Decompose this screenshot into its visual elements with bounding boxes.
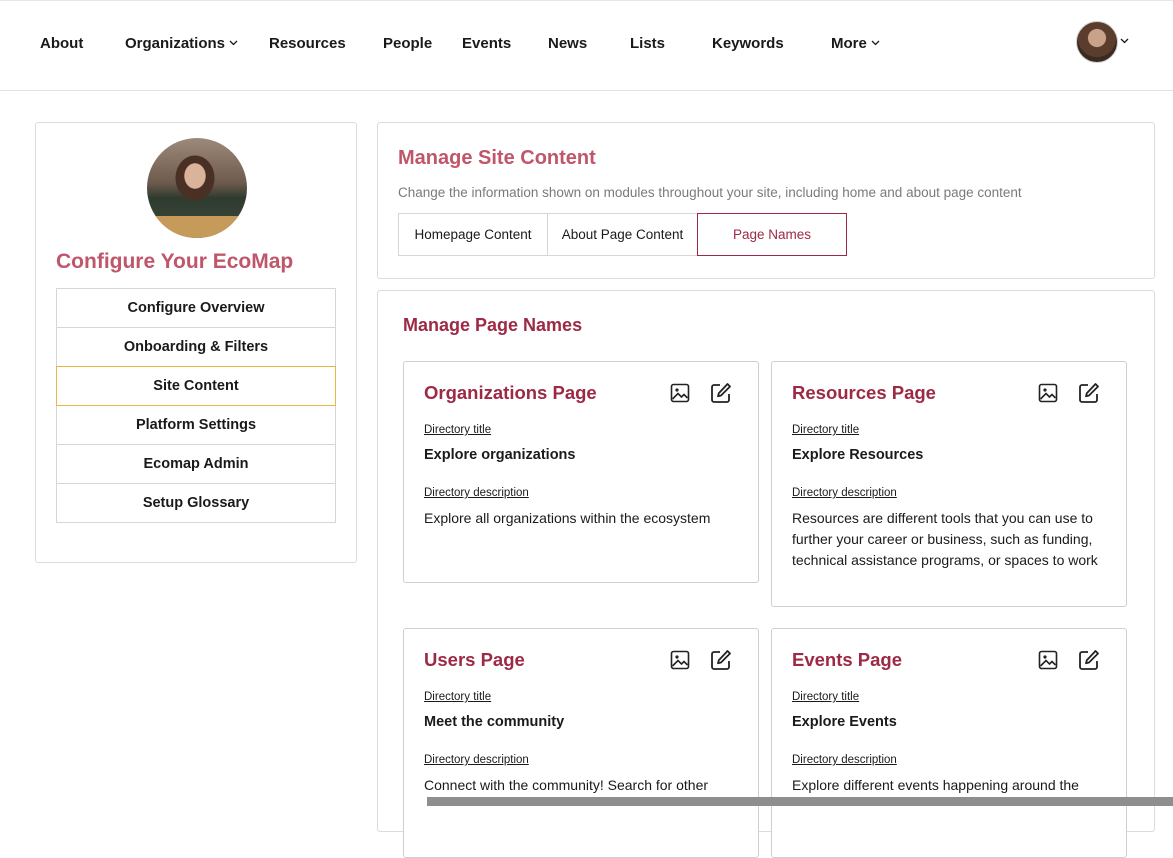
nav-news[interactable]: News — [548, 35, 588, 52]
page-card-title: Events Page — [792, 649, 903, 670]
site-content-subtitle: Change the information shown on modules throughout your site, including home and about page content — [398, 185, 1022, 200]
system-menu-bar — [427, 797, 1173, 806]
sidebar-title: Configure Your EcoMap — [56, 250, 294, 273]
directory-title-value: Explore organizations — [424, 447, 576, 463]
nav-more[interactable] — [831, 35, 880, 52]
directory-title-value: Meet the community — [424, 714, 565, 730]
site-content-card — [377, 122, 1155, 279]
nav-lists[interactable]: Lists — [630, 35, 666, 52]
nav-people[interactable]: People — [383, 35, 433, 52]
image-icon[interactable] — [1038, 650, 1058, 670]
site-content-title: Manage Site Content — [398, 147, 596, 169]
directory-description-value: Resources are different tools that you can use to further your career or business, such as funding, technical assistance programs, or spaces to work — [792, 510, 1098, 568]
nav-keywords[interactable]: Keywords — [712, 35, 784, 52]
nav-more-label: More — [831, 35, 867, 52]
nav-events[interactable]: Events — [462, 35, 512, 52]
content-tabs — [398, 213, 847, 256]
edit-icon[interactable] — [710, 382, 732, 404]
page-names-title: Manage Page Names — [403, 315, 583, 335]
directory-description-label: Directory description — [424, 487, 529, 499]
directory-title-label: Directory title — [792, 424, 860, 436]
edit-icon[interactable] — [1078, 382, 1100, 404]
sidebar-menu — [56, 288, 336, 523]
page-card-title: Organizations Page — [424, 382, 597, 403]
sidebar-item-onboarding-filters[interactable]: Onboarding & Filters — [56, 327, 336, 367]
profile-photo — [147, 138, 247, 238]
tab-page-names[interactable]: Page Names — [697, 213, 847, 256]
sidebar-item-ecomap-admin[interactable]: Ecomap Admin — [56, 444, 336, 484]
page-card-users — [403, 628, 759, 858]
directory-title-label: Directory title — [424, 424, 492, 436]
page-card-title: Users Page — [424, 649, 525, 670]
sidebar-item-site-content[interactable]: Site Content — [56, 366, 336, 406]
configure-sidebar — [35, 122, 357, 563]
directory-description-value: Explore different events happening around the — [792, 777, 1079, 793]
image-icon[interactable] — [670, 650, 690, 670]
page-card-resources — [771, 361, 1127, 607]
sidebar-item-setup-glossary[interactable]: Setup Glossary — [56, 483, 336, 523]
page-card-events — [771, 628, 1127, 858]
directory-description-label: Directory description — [792, 487, 897, 499]
nav-organizations-label: Organizations — [125, 35, 226, 52]
sidebar-item-platform-settings[interactable]: Platform Settings — [56, 405, 336, 445]
sidebar-item-configure-overview[interactable]: Configure Overview — [56, 288, 336, 328]
page-card-title: Resources Page — [792, 382, 936, 403]
nav-organizations[interactable] — [125, 35, 238, 52]
nav-about[interactable]: About — [40, 35, 84, 52]
directory-title-label: Directory title — [424, 691, 492, 703]
directory-description-label: Directory description — [424, 754, 529, 766]
chevron-down-icon[interactable] — [1120, 38, 1129, 44]
directory-description-label: Directory description — [792, 754, 897, 766]
tab-about-page-content[interactable]: About Page Content — [547, 213, 698, 256]
directory-title-value: Explore Resources — [792, 447, 924, 463]
directory-description-value: Connect with the community! Search for other — [424, 777, 709, 793]
top-navigation — [0, 0, 1173, 91]
directory-description-value: Explore all organizations within the ecosystem — [424, 510, 711, 526]
image-icon[interactable] — [670, 383, 690, 403]
chevron-down-icon — [229, 40, 238, 46]
edit-icon[interactable] — [1078, 649, 1100, 671]
user-avatar[interactable] — [1076, 21, 1118, 63]
image-icon[interactable] — [1038, 383, 1058, 403]
chevron-down-icon — [871, 40, 880, 46]
page-card-organizations — [403, 361, 759, 583]
tab-homepage-content[interactable]: Homepage Content — [398, 213, 548, 256]
nav-resources[interactable]: Resources — [269, 35, 346, 52]
directory-title-value: Explore Events — [792, 714, 897, 730]
edit-icon[interactable] — [710, 649, 732, 671]
page-names-card — [377, 290, 1155, 832]
directory-title-label: Directory title — [792, 691, 860, 703]
